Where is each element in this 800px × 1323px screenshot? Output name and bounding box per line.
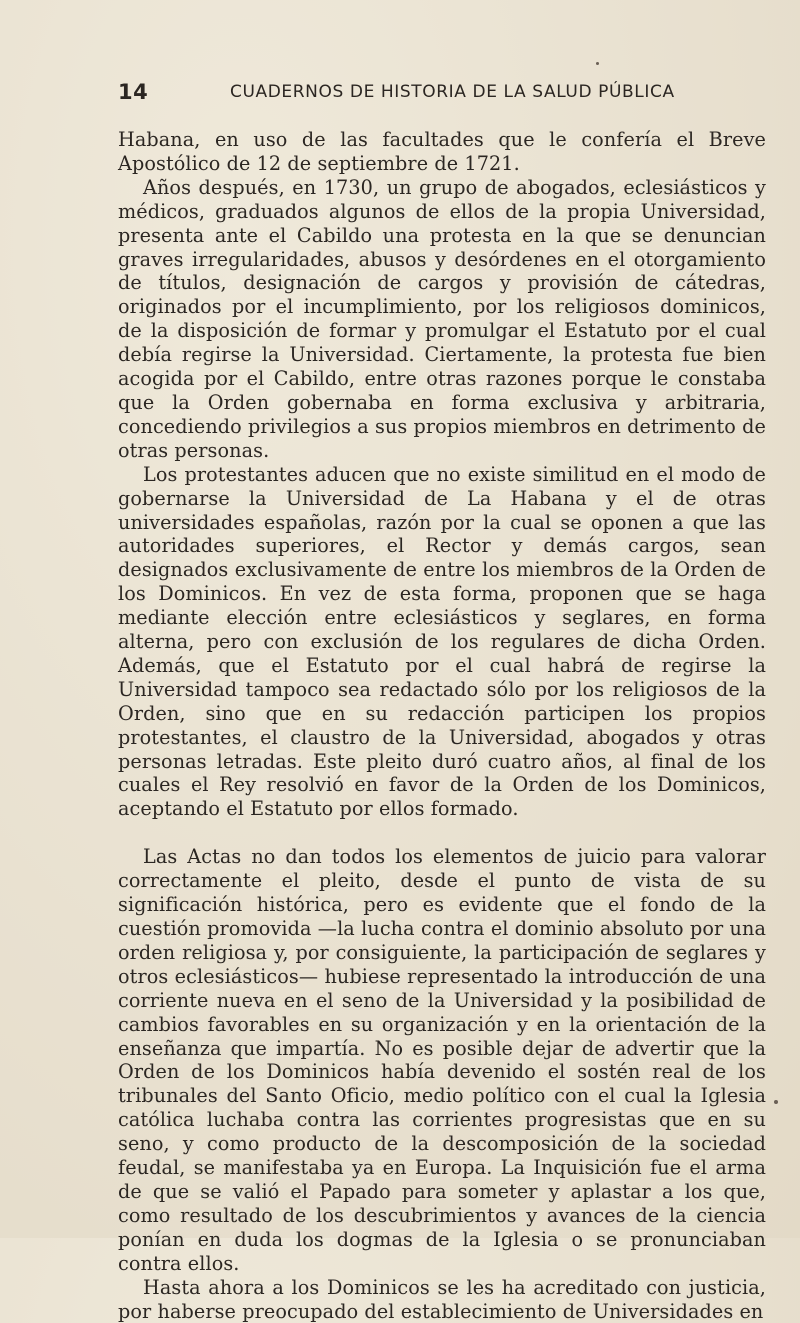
print-speck (596, 62, 599, 65)
paragraph-4: Las Actas no dan todos los elementos de juicio para valorar correctamente el pleito, desde el punto de vista de su significación histórica, pero es evidente que el fondo de la cuestión promovida —la lucha contra el dominio absoluto por una orden religiosa y, por consiguiente, la participación de seglares y otros eclesiásticos— hubiese representado la introducción de una corriente nueva en el seno de la Universidad y la posibilidad de cambios favorables en su organización y en la orientación de la enseñanza que impartía. No es posible dejar de advertir que la Orden de los Dominicos había devenido el sostén real de los tribunales del Santo Oficio, medio político con el cual la Iglesia católica luchaba contra las corrientes progresistas que en su seno, y como producto de la descomposición de la sociedad feudal, se manifestaba ya en Europa. La Inquisición fue el arma de que se valió el Papado para someter y aplastar a los que, como resultado de los descubrimientos y avances de la ciencia ponían en duda los dogmas de la Iglesia o se pronunciaban contra ellos. (118, 845, 766, 1275)
paragraph-1: Habana, en uso de las facultades que le confería el Breve Apostólico de 12 de septiembre de 1721. (118, 128, 766, 175)
body-text (118, 128, 766, 1323)
page-number: 14 (118, 80, 149, 104)
paragraph-2: Años después, en 1730, un grupo de abogados, eclesiásticos y médicos, graduados algunos de ellos de la propia Universidad, presenta ante el Cabildo una protesta en la que se denuncian graves irregularidades, abusos y desórdenes en el otorgamiento de títulos, designación de cargos y provisión de cátedras, originados por el incumplimiento, por los religiosos dominicos, de la disposición de formar y promulgar el Estatuto por el cual debía regirse la Universidad. Ciertamente, la protesta fue bien acogida por el Cabildo, entre otras razones porque le constaba que la Orden gobernaba en forma exclusiva y arbitraria, concediendo privilegios a sus propios miembros en detrimento de otras personas. (118, 175, 766, 462)
paragraph-5: Hasta ahora a los Dominicos se les ha acreditado con justicia, por haberse preocupado del establecimiento de Universidades en (118, 1275, 766, 1323)
paragraph-3: Los protestantes aducen que no existe similitud en el modo de gobernarse la Universidad de La Habana y el de otras universidades españolas, razón por la cual se oponen a que las autoridades superiores, el Rector y demás cargos, sean designados exclusivamente de entre los miembros de la Orden de los Dominicos. En vez de esta forma, proponen que se haga mediante elección entre eclesiásticos y seglares, en forma alterna, pero con exclusión de los regulares de dicha Orden. Además, que el Estatuto por el cual habrá de regirse la Universidad tampoco sea redactado sólo por los religiosos de la Orden, sino que en su redacción participen los propios protestantes, el claustro de la Universidad, abogados y otras personas letradas. Este pleito duró cuatro años, al final de los cuales el Rey resolvió en favor de la Orden de los Dominicos, aceptando el Estatuto por ellos formado. (118, 462, 766, 821)
running-head: CUADERNOS DE HISTORIA DE LA SALUD PÚBLICA (230, 82, 675, 102)
print-speck (774, 1100, 778, 1104)
page-header (118, 80, 678, 108)
